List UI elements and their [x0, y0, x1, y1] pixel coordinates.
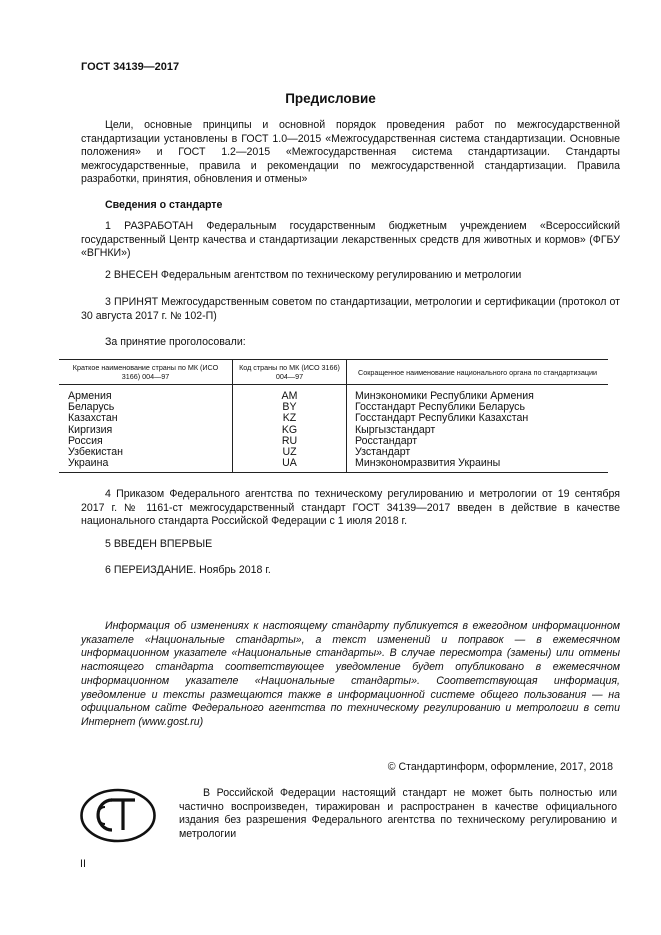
body-cell: Госстандарт Республики Казахстан: [347, 413, 609, 424]
body-cell: Минэкономики Республики Армения: [347, 385, 609, 403]
table-row: [59, 447, 608, 458]
vote-label: [81, 336, 620, 350]
table-row: [59, 436, 608, 447]
item-4: [81, 488, 620, 529]
code-cell: UA: [233, 458, 347, 473]
reproduction-notice: [179, 787, 617, 841]
item-2: [81, 269, 620, 283]
rst-certification-mark-icon: [79, 787, 157, 844]
change-info-paragraph: [81, 620, 620, 730]
table-row: [59, 413, 608, 424]
reproduction-notice-text: В Российской Федерации настоящий стандарт не может быть полностью или частично воспроизведен, тиражирован и распространен в качестве официального издания без разрешения Федерального агентства по техническому регулированию и метрологии: [179, 787, 617, 840]
code-cell: KG: [233, 425, 347, 436]
item-5-text: 5 ВВЕДЕН ВПЕРВЫЕ: [105, 538, 213, 550]
code-cell: AM: [233, 385, 347, 403]
table-row: [59, 458, 608, 473]
item-3-text: 3 ПРИНЯТ Межгосударственным советом по стандартизации, метрологии и сертификации (протокол от 30 августа 2017 г. № 102-П): [81, 296, 620, 322]
standard-id: ГОСТ 34139—2017: [81, 61, 180, 73]
page-title: Предисловие: [285, 91, 376, 106]
body-cell: Кыргызстандарт: [347, 425, 609, 436]
table-header-row: [59, 360, 608, 385]
table-header-country: Краткое наименование страны по МК (ИСО 3166) 004—97: [59, 360, 233, 385]
item-2-text: 2 ВНЕСЕН Федеральным агентством по техническому регулированию и метрологии: [105, 269, 522, 281]
copyright-line: © Стандартинформ, оформление, 2017, 2018: [387, 761, 613, 773]
item-6-text: 6 ПЕРЕИЗДАНИЕ. Ноябрь 2018 г.: [105, 564, 271, 576]
body-cell: Узстандарт: [347, 447, 609, 458]
country-cell: Узбекистан: [68, 446, 124, 459]
vote-label-text: За принятие проголосовали:: [105, 336, 246, 348]
country-cell: Армения: [68, 390, 112, 402]
table-row: [59, 385, 608, 403]
section-heading: Сведения о стандарте: [105, 199, 223, 211]
item-5: [81, 538, 620, 552]
item-1-text: 1 РАЗРАБОТАН Федеральным государственным бюджетным учреждением «Всероссийский государственный Центр качества и стандартизации лекарственных средств для животных и кормов» (ФГБУ «ВГНКИ»): [81, 220, 620, 260]
code-cell: KZ: [233, 413, 347, 424]
table-header-code: Код страны по МК (ИСО 3166) 004—97: [233, 360, 347, 385]
table-header-body: Сокращенное наименование национального органа по стандартизации: [347, 360, 609, 385]
page-number: II: [80, 858, 86, 870]
intro-text: Цели, основные принципы и основной порядок проведения работ по межгосударственной стандартизации установлены в ГОСТ 1.0—2015 «Межгосударственная система стандартизации. Основные положения» и ГОСТ 1.2—2015 «Межгосударственная система стандартизации. Стандарты межгосударственные, правила и рекомендации по межгосударственной стандартизации. Правила разработки, принятия, обновления и отмены»: [81, 119, 620, 186]
body-cell: Росстандарт: [347, 436, 609, 447]
item-4-text: 4 Приказом Федерального агентства по техническому регулированию и метрологии от 19 сентября 2017 г. № 1161-ст межгосударственный стандарт ГОСТ 34139—2017 введен в действие в качестве национального стандарта Российской Федерации с 1 июля 2018 г.: [81, 488, 620, 528]
body-cell: Госстандарт Республики Беларусь: [347, 402, 609, 413]
body-cell: Минэкономразвития Украины: [347, 458, 609, 473]
intro-paragraph: [81, 119, 620, 187]
country-cell: Украина: [59, 458, 233, 473]
item-3: [81, 296, 620, 323]
country-cell: Казахстан: [68, 412, 118, 425]
voting-table: [59, 359, 608, 473]
code-cell: UZ: [233, 447, 347, 458]
code-cell: BY: [233, 402, 347, 413]
change-info-text: Информация об изменениях к настоящему стандарту публикуется в ежегодном информационном указателе «Национальные стандарты», а текст изменений и поправок — в ежемесячном информационном указателе «Национальные стандарты». В случае пересмотра (замены) или отмены настоящего стандарта соответствующее уведомление будет опубликовано в ежемесячном информационном указателе «Национальные стандарты». Соответствующая информация, уведомление и тексты размещаются также в информационной системе общего пользования — на официальном сайте Федерального агентства по техническому регулированию и метрологии в сети Интернет (www.gost.ru): [81, 620, 620, 728]
item-6: [81, 564, 620, 578]
code-cell: RU: [233, 436, 347, 447]
country-cell: Киргизия: [68, 423, 113, 436]
country-cell: Россия: [68, 434, 103, 447]
table-row: [59, 425, 608, 436]
item-1: [81, 220, 620, 261]
country-cell: Беларусь: [68, 401, 115, 414]
